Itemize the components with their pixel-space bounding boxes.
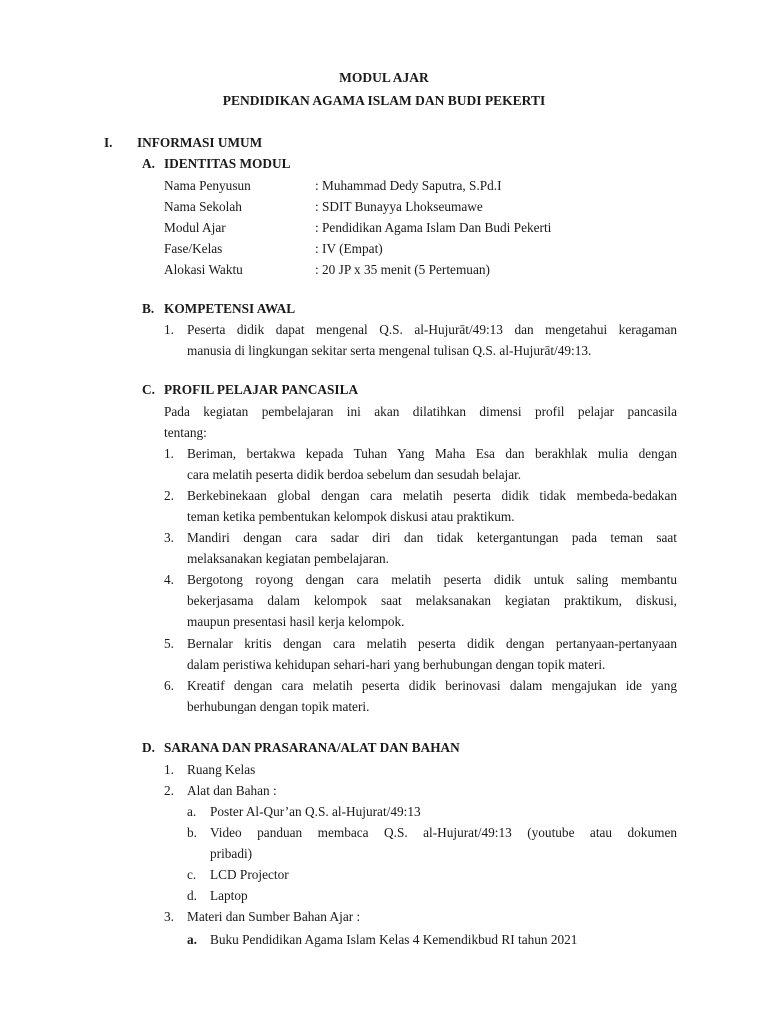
list-item-line: dalam peristiwa kehidupan sehari-hari yang berhubungan dengan topik materi. [187, 657, 606, 672]
sublist-letter: d. [187, 888, 197, 903]
section-number: I. [104, 135, 113, 150]
sublist-item-line: Buku Pendidikan Agama Islam Kelas 4 Kemendikbud RI tahun 2021 [210, 932, 578, 947]
identity-label: Fase/Kelas [164, 241, 223, 256]
paragraph-line: tentang: [164, 425, 207, 440]
subsection-d-heading: SARANA DAN PRASARANA/ALAT DAN BAHAN [164, 740, 460, 755]
list-item-line: manusia di lingkungan sekitar serta mengenal tulisan Q.S. al-Hujurāt/49:13. [187, 343, 592, 358]
subsection-d-letter: D. [142, 740, 155, 755]
identity-value: : 20 JP x 35 menit (5 Pertemuan) [315, 262, 490, 277]
identity-label: Nama Penyusun [164, 178, 251, 193]
sublist-letter: a. [187, 804, 197, 819]
list-item-line: Materi dan Sumber Bahan Ajar : [187, 909, 361, 924]
list-item-line: Mandiri dengan cara sadar diri dan tidak ketergantungan pada teman saat [187, 530, 677, 545]
list-number: 5. [164, 636, 174, 651]
list-item-line: Beriman, bertakwa kepada Tuhan Yang Maha Esa dan berakhlak mulia dengan [187, 446, 677, 461]
list-item-line: teman ketika pembentukan kelompok diskusi atau praktikum. [187, 509, 515, 524]
list-item-line: berhubungan dengan topik materi. [187, 699, 370, 714]
list-item-line: Alat dan Bahan : [187, 783, 277, 798]
subsection-b-heading: KOMPETENSI AWAL [164, 301, 296, 316]
list-number: 1. [164, 762, 174, 777]
list-item-line: Berkebinekaan global dengan cara melatih peserta didik tidak membeda-bedakan [187, 488, 677, 503]
identity-value: : Muhammad Dedy Saputra, S.Pd.I [315, 178, 502, 193]
identity-label: Nama Sekolah [164, 199, 242, 214]
list-item-line: Peserta didik dapat mengenal Q.S. al-Hujurāt/49:13 dan mengetahui keragaman [187, 322, 677, 337]
sublist-letter: b. [187, 825, 197, 840]
sublist-item-line: LCD Projector [210, 867, 289, 882]
list-number: 3. [164, 909, 174, 924]
document-title: MODUL AJAR [339, 70, 429, 85]
list-number: 6. [164, 678, 174, 693]
list-number: 2. [164, 783, 174, 798]
list-item-line: Bergotong royong dengan cara melatih peserta didik untuk saling membantu [187, 572, 677, 587]
subsection-c-heading: PROFIL PELAJAR PANCASILA [164, 382, 359, 397]
list-number: 4. [164, 572, 174, 587]
list-number: 3. [164, 530, 174, 545]
sublist-item-line: pribadi) [210, 846, 253, 861]
paragraph-line: Pada kegiatan pembelajaran ini akan dilatihkan dimensi profil pelajar pancasila [164, 404, 677, 419]
sublist-item-line: Poster Al-Qur’an Q.S. al-Hujurat/49:13 [210, 804, 421, 819]
list-item-line: cara melatih peserta didik berdoa sebelum dan sesudah belajar. [187, 467, 522, 482]
subsection-a-heading: IDENTITAS MODUL [164, 156, 291, 171]
subsection-a-letter: A. [142, 156, 155, 171]
section-heading: INFORMASI UMUM [137, 135, 263, 150]
subsection-c-letter: C. [142, 382, 155, 397]
identity-value: : SDIT Bunayya Lhokseumawe [315, 199, 483, 214]
sublist-letter: c. [187, 867, 197, 882]
sublist-item-line: Video panduan membaca Q.S. al-Hujurat/49:13 (youtube atau dokumen [210, 825, 677, 840]
list-item-line: Bernalar kritis dengan cara melatih peserta didik dengan pertanyaan-pertanyaan [187, 636, 677, 651]
list-item-line: Ruang Kelas [187, 762, 256, 777]
sublist-letter: a. [187, 932, 197, 947]
list-number: 1. [164, 322, 174, 337]
document-subtitle: PENDIDIKAN AGAMA ISLAM DAN BUDI PEKERTI [222, 93, 546, 108]
list-number: 1. [164, 446, 174, 461]
list-item-line: melaksanakan kegiatan pembelajaran. [187, 551, 389, 566]
identity-label: Alokasi Waktu [164, 262, 243, 277]
identity-label: Modul Ajar [164, 220, 226, 235]
sublist-item-line: Laptop [210, 888, 248, 903]
list-item-line: bekerjasama dalam kelompok saat melaksanakan kegiatan praktikum, diskusi, [187, 593, 677, 608]
list-item-line: maupun presentasi hasil kerja kelompok. [187, 614, 405, 629]
list-number: 2. [164, 488, 174, 503]
list-item-line: Kreatif dengan cara melatih peserta didik berinovasi dalam mengajukan ide yang [187, 678, 677, 693]
identity-value: : IV (Empat) [315, 241, 383, 256]
identity-value: : Pendidikan Agama Islam Dan Budi Pekerti [315, 220, 552, 235]
subsection-b-letter: B. [142, 301, 155, 316]
